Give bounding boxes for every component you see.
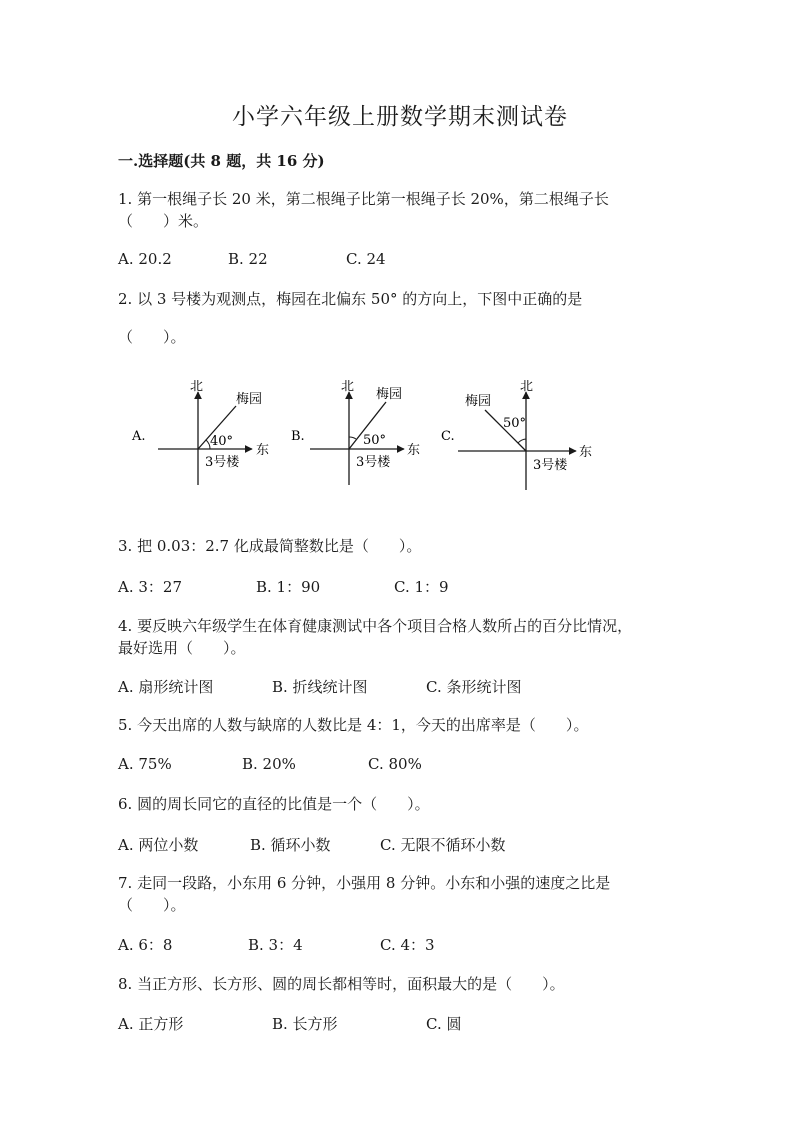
north-label: 北 — [520, 380, 534, 394]
option-c[interactable]: C. 80% — [368, 755, 422, 773]
page-title: 小学六年级上册数学期末测试卷 — [232, 104, 568, 130]
target-label: 梅园 — [376, 387, 403, 402]
option-c[interactable]: C. 24 — [346, 250, 386, 268]
question-4-text-cont: 最好选用（ ）。 — [118, 639, 246, 657]
east-label: 东 — [579, 445, 593, 460]
option-a[interactable]: A. 扇形统计图 — [118, 678, 214, 696]
target-label: 梅园 — [465, 394, 492, 409]
option-a[interactable]: A. 20.2 — [118, 250, 172, 268]
question-4-text: 4. 要反映六年级学生在体育健康测试中各个项目合格人数所占的百分比情况， — [118, 617, 633, 635]
option-c[interactable]: C. 1：9 — [394, 578, 449, 596]
option-a[interactable]: A. 3：27 — [118, 578, 182, 596]
question-2-text: 2. 以 3 号楼为观测点，梅园在北偏东 50° 的方向上，下图中正确的是 — [118, 290, 583, 308]
option-b[interactable]: B. 1：90 — [256, 578, 321, 596]
option-b[interactable]: B. 折线统计图 — [272, 678, 368, 696]
option-a[interactable]: A. 两位小数 — [118, 836, 199, 854]
option-c[interactable]: C. 4：3 — [380, 936, 435, 954]
angle-label: 40° — [210, 434, 234, 449]
question-6-text: 6. 圆的周长同它的直径的比值是一个（ ）。 — [118, 795, 430, 813]
diagram-c-option: C. — [441, 429, 455, 444]
question-7-text: 7. 走同一段路，小东用 6 分钟，小强用 8 分钟。小东和小强的速度之比是 — [118, 874, 611, 892]
question-1-text: 1. 第一根绳子长 20 米，第二根绳子比第一根绳子长 20%，第二根绳子长 — [118, 190, 609, 208]
north-label: 北 — [341, 380, 355, 394]
option-b[interactable]: B. 长方形 — [272, 1015, 338, 1033]
angle-label: 50° — [503, 416, 527, 431]
option-c[interactable]: C. 圆 — [426, 1015, 462, 1033]
question-2-text-cont: （ ）。 — [118, 328, 186, 346]
option-b[interactable]: B. 循环小数 — [250, 836, 331, 854]
question-3-text: 3. 把 0.03：2.7 化成最简整数比是（ ）。 — [118, 537, 422, 555]
diagram-b-option: B. — [291, 429, 305, 444]
diagram-c[interactable] — [441, 380, 592, 490]
building-label: 3号楼 — [356, 455, 391, 470]
east-label: 东 — [256, 443, 270, 458]
angle-arc — [518, 439, 526, 443]
diagram-a[interactable] — [131, 380, 269, 485]
option-a[interactable]: A. 6：8 — [118, 936, 173, 954]
diagram-a-option: A. — [132, 429, 146, 444]
option-a[interactable]: A. 正方形 — [118, 1015, 184, 1033]
section-heading: 一.选择题(共 8 题，共 16 分) — [118, 152, 325, 170]
option-b[interactable]: B. 3：4 — [248, 936, 303, 954]
option-a[interactable]: A. 75% — [118, 755, 172, 773]
option-c[interactable]: C. 条形统计图 — [426, 678, 522, 696]
north-label: 北 — [190, 380, 204, 394]
direction-figure — [0, 380, 800, 490]
east-label: 东 — [407, 443, 421, 458]
option-c[interactable]: C. 无限不循环小数 — [380, 836, 506, 854]
diagram-b[interactable] — [291, 380, 420, 485]
option-b[interactable]: B. 22 — [228, 250, 268, 268]
question-8-text: 8. 当正方形、长方形、圆的周长都相等时，面积最大的是（ ）。 — [118, 975, 565, 993]
angle-arc — [349, 437, 356, 439]
angle-label: 50° — [363, 433, 387, 448]
question-1-text-cont: （ ）米。 — [118, 212, 209, 230]
question-5-text: 5. 今天出席的人数与缺席的人数比是 4：1，今天的出席率是（ ）。 — [118, 716, 589, 734]
building-label: 3号楼 — [205, 455, 240, 470]
option-b[interactable]: B. 20% — [242, 755, 296, 773]
target-label: 梅园 — [236, 392, 263, 407]
question-7-text-cont: （ ）。 — [118, 896, 186, 914]
building-label: 3号楼 — [533, 458, 568, 473]
